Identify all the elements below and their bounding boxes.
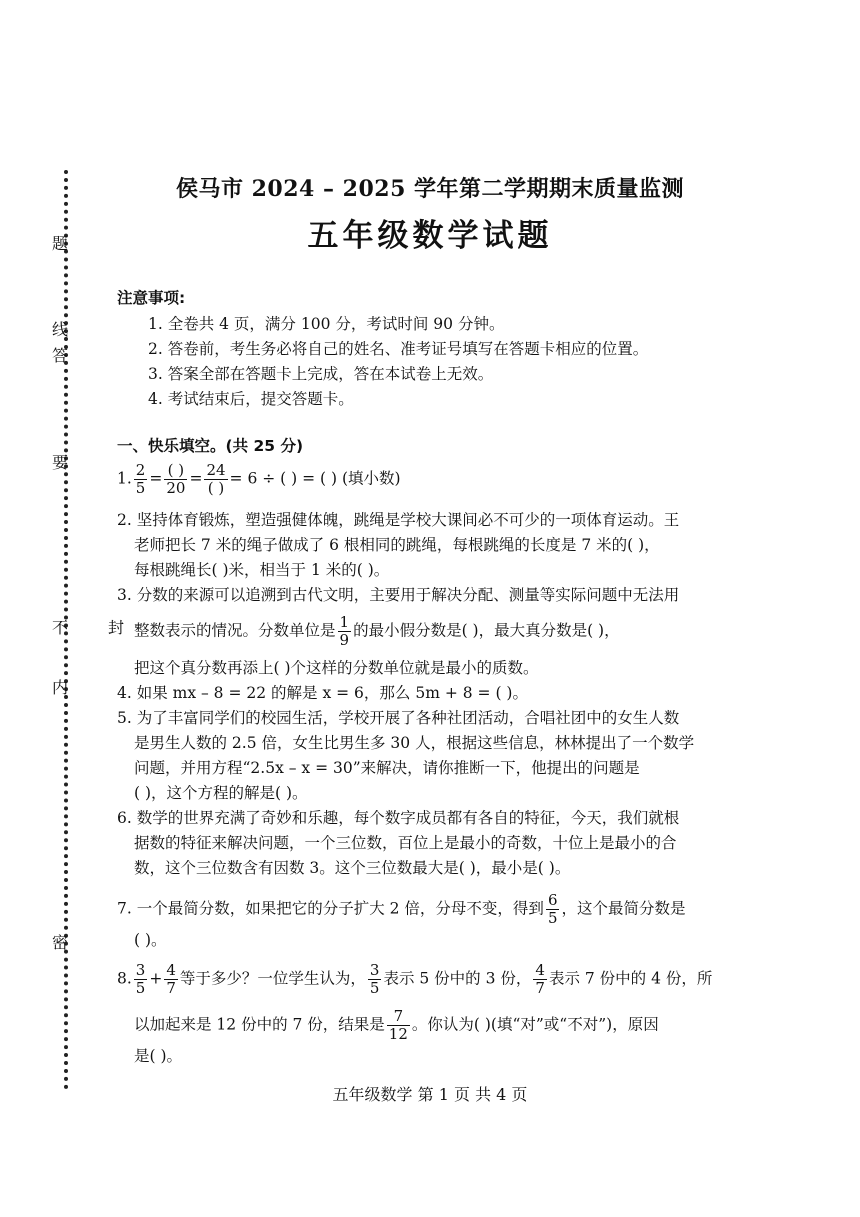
denominator: 12 [388,1025,408,1043]
question-8-line: 是( )。 [134,1047,183,1065]
fraction [134,462,148,497]
exam-title-line1: 侯马市 2024 – 2025 学年第二学期期末质量监测 [175,176,685,202]
numerator: 24 [206,461,226,479]
fraction [368,962,382,997]
q-number: 8. [117,969,132,988]
question-5-line: 是男生人数的 2.5 倍，女生比男生多 30 人，根据这些信息，林林提出了一个数学 [134,734,695,752]
numerator: 4 [535,961,545,979]
fraction [164,962,178,997]
side-char: 线 [52,320,69,339]
q-text: ，这个最简分数是 [561,899,686,918]
side-char: 内 [52,678,69,697]
numerator: 2 [135,461,146,479]
q-text: 的最小假分数是( )，最大真分数是( )， [353,621,620,640]
q-text: = 6 ÷ ( ) = ( ) (填小数) [229,469,401,488]
question-8-line [134,1008,659,1043]
question-3-line: 3. 分数的来源可以追溯到古代文明，主要用于解决分配、测量等实际问题中无法用 [117,586,680,604]
numerator: ( ) [164,462,187,480]
section-title: 一、快乐填空。(共 25 分) [117,437,304,455]
plus: + [149,969,163,988]
notice-item: 4. 考试结束后，提交答题卡。 [148,390,354,408]
q-text: 表示 5 份中的 3 份， [383,969,532,988]
denominator: 9 [339,631,350,649]
side-char: 要 [52,453,69,472]
numerator: 6 [547,891,558,909]
question-2-line: 老师把长 7 米的绳子做成了 6 根相同的跳绳，每根跳绳的长度是 7 米的( )， [134,536,660,554]
side-char: 答 [52,346,69,365]
side-char: 不 [52,618,69,637]
notice-item: 1. 全卷共 4 页，满分 100 分，考试时间 90 分钟。 [148,315,505,333]
fraction [164,462,187,497]
fraction [546,892,560,927]
denominator: 5 [369,979,380,997]
denominator: 7 [166,979,176,997]
numerator: 4 [166,961,176,979]
exam-title-line2: 五年级数学试题 [307,218,553,254]
question-4: 4. 如果 mx – 8 = 22 的解是 x = 6，那么 5m + 8 = ( )。 [117,684,528,702]
fraction [533,962,547,997]
question-6-line: 据数的特征来解决问题，一个三位数，百位上是最小的奇数，十位上是最小的合 [134,834,677,852]
notice-item: 3. 答案全部在答题卡上完成，答在本试卷上无效。 [148,365,494,383]
numerator: 3 [135,961,146,979]
notice-item: 2. 答卷前，考生务必将自己的姓名、准考证号填写在答题卡相应的位置。 [148,340,649,358]
side-char: 密 [52,933,69,952]
question-2-line: 2. 坚持体育锻炼，塑造强健体魄，跳绳是学校大课间必不可少的一项体育运动。王 [117,511,680,529]
question-5-line: ( )，这个方程的解是( )。 [134,784,308,802]
question-5-line: 5. 为了丰富同学们的校园生活，学校开展了各种社团活动，合唱社团中的女生人数 [117,709,680,727]
fraction [387,1008,410,1043]
q-text: 以加起来是 12 份中的 7 份，结果是 [134,1015,385,1034]
denominator: 5 [547,909,558,927]
question-7-line [117,892,686,927]
numerator: 1 [339,613,350,631]
page-footer: 五年级数学 第 1 页 共 4 页 [332,1085,528,1104]
q-text: 整数表示的情况。分数单位是 [134,621,336,640]
side-char: 封 [108,618,125,637]
denominator: 5 [135,479,146,497]
fraction [134,962,148,997]
fraction [204,462,227,497]
question-1 [117,462,401,497]
q-number: 1. [117,469,132,488]
question-8-line [117,962,712,997]
fraction [338,614,352,649]
denominator: 5 [135,979,146,997]
question-3-line [134,614,620,649]
notice-heading: 注意事项: [117,289,186,307]
denominator: 20 [166,479,186,497]
q-text: 7. 一个最简分数，如果把它的分子扩大 2 倍，分母不变，得到 [117,899,544,918]
question-7-line: ( )。 [134,931,167,949]
q-text: 表示 7 份中的 4 份，所 [548,969,713,988]
numerator: 3 [369,961,380,979]
equals: = [189,469,203,488]
denominator: 7 [535,979,545,997]
denominator: ( ) [207,479,225,497]
equals: = [149,469,163,488]
question-6-line: 6. 数学的世界充满了奇妙和乐趣，每个数字成员都有各自的特征，今天，我们就根 [117,809,680,827]
q-text: 等于多少？一位学生认为， [179,969,366,988]
numerator: 7 [387,1008,410,1026]
question-5-line: 问题，并用方程“2.5x – x = 30”来解决，请你推断一下，他提出的问题是 [134,759,640,777]
question-2-line: 每根跳绳长( )米，相当于 1 米的( )。 [134,561,390,579]
q-text: 。你认为( )(填“对”或“不对”)，原因 [411,1015,659,1034]
side-char: 题 [52,234,69,253]
question-6-line: 数，这个三位数含有因数 3。这个三位数最大是( )，最小是( )。 [134,859,571,877]
question-3-line: 把这个真分数再添上( )个这样的分数单位就是最小的质数。 [134,659,539,677]
